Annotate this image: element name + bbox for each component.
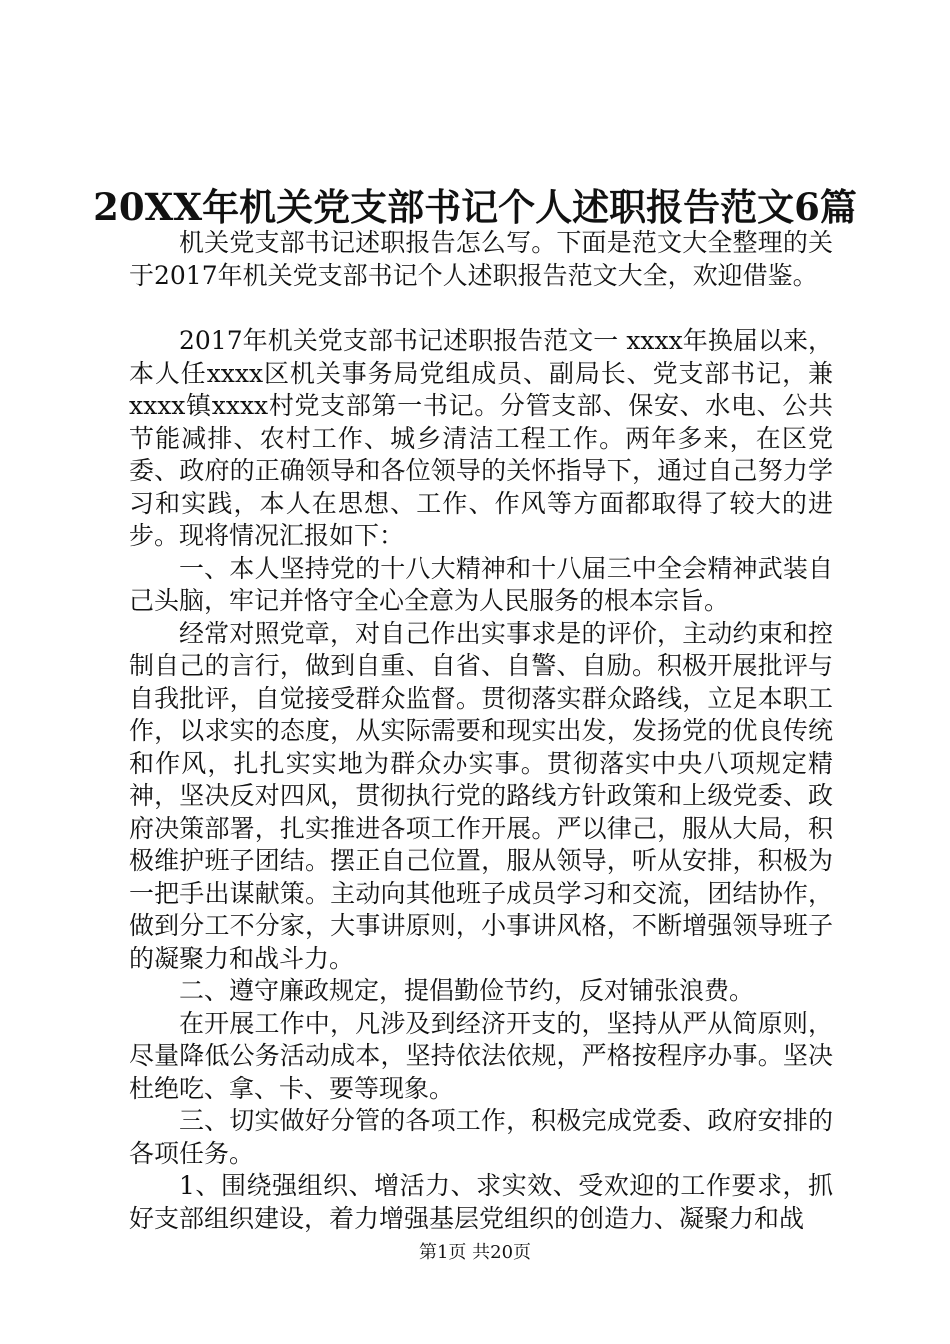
body-paragraph-1: 2017年机关党支部书记述职报告范文一 xxxx年换届以来，本人任xxxx区机关事务局党组成员、副局长、党支部书记，兼xxxx镇xxxx村党支部第一书记。分管支部、保安、水电、公共节能减排、农村工作、城乡清洁工程工作。两年多来，在区党委、政府的正确领导和各位领导的关怀指导下，通过自己努力学习和实践，本人在思想、工作、作风等方面都取得了较大的进步。现将情况汇报如下： — [129, 326, 833, 550]
body-block — [129, 325, 833, 1235]
body-paragraph-6: 三、切实做好分管的各项工作，积极完成党委、政府安排的各项任务。 — [129, 1106, 833, 1168]
body-paragraph-4: 二、遵守廉政规定，提倡勤俭节约，反对铺张浪费。 — [179, 976, 755, 1005]
body-paragraph-2: 一、本人坚持党的十八大精神和十八届三中全会精神武装自己头脑，牢记并恪守全心全意为人民服务的根本宗旨。 — [129, 553, 833, 615]
intro-paragraph: 机关党支部书记述职报告怎么写。下面是范文大全整理的关于2017年机关党支部书记个人述职报告范文大全，欢迎借鉴。 — [129, 228, 833, 290]
body-paragraph-3: 经常对照党章，对自己作出实事求是的评价，主动约束和控制自己的言行，做到自重、自省、自警、自励。积极开展批评与自我批评，自觉接受群众监督。贯彻落实群众路线，立足本职工作，以求实的态度，从实际需要和现实出发，发扬党的优良传统和作风，扎扎实实地为群众办实事。贯彻落实中央八项规定精神，坚决反对四风，贯彻执行党的路线方针政策和上级党委、政府决策部署，扎实推进各项工作开展。严以律己，服从大局，积极维护班子团结。摆正自己位置，服从领导，听从安排，积极为一把手出谋献策。主动向其他班子成员学习和交流，团结协作，做到分工不分家，大事讲原则，小事讲风格，不断增强领导班子的凝聚力和战斗力。 — [129, 618, 833, 973]
page-number-footer: 第1页 共20页 — [418, 1242, 532, 1263]
document-title: 20XX年机关党支部书记个人述职报告范文6篇 — [93, 185, 857, 229]
body-paragraph-7: 1、围绕强组织、增活力、求实效、受欢迎的工作要求，抓好支部组织建设，着力增强基层党组织的创造力、凝聚力和战 — [129, 1171, 833, 1233]
intro-block — [129, 227, 833, 292]
body-paragraph-5: 在开展工作中，凡涉及到经济开支的，坚持从严从简原则，尽量降低公务活动成本，坚持依法依规，严格按程序办事。坚决杜绝吃、拿、卡、要等现象。 — [129, 1008, 833, 1103]
